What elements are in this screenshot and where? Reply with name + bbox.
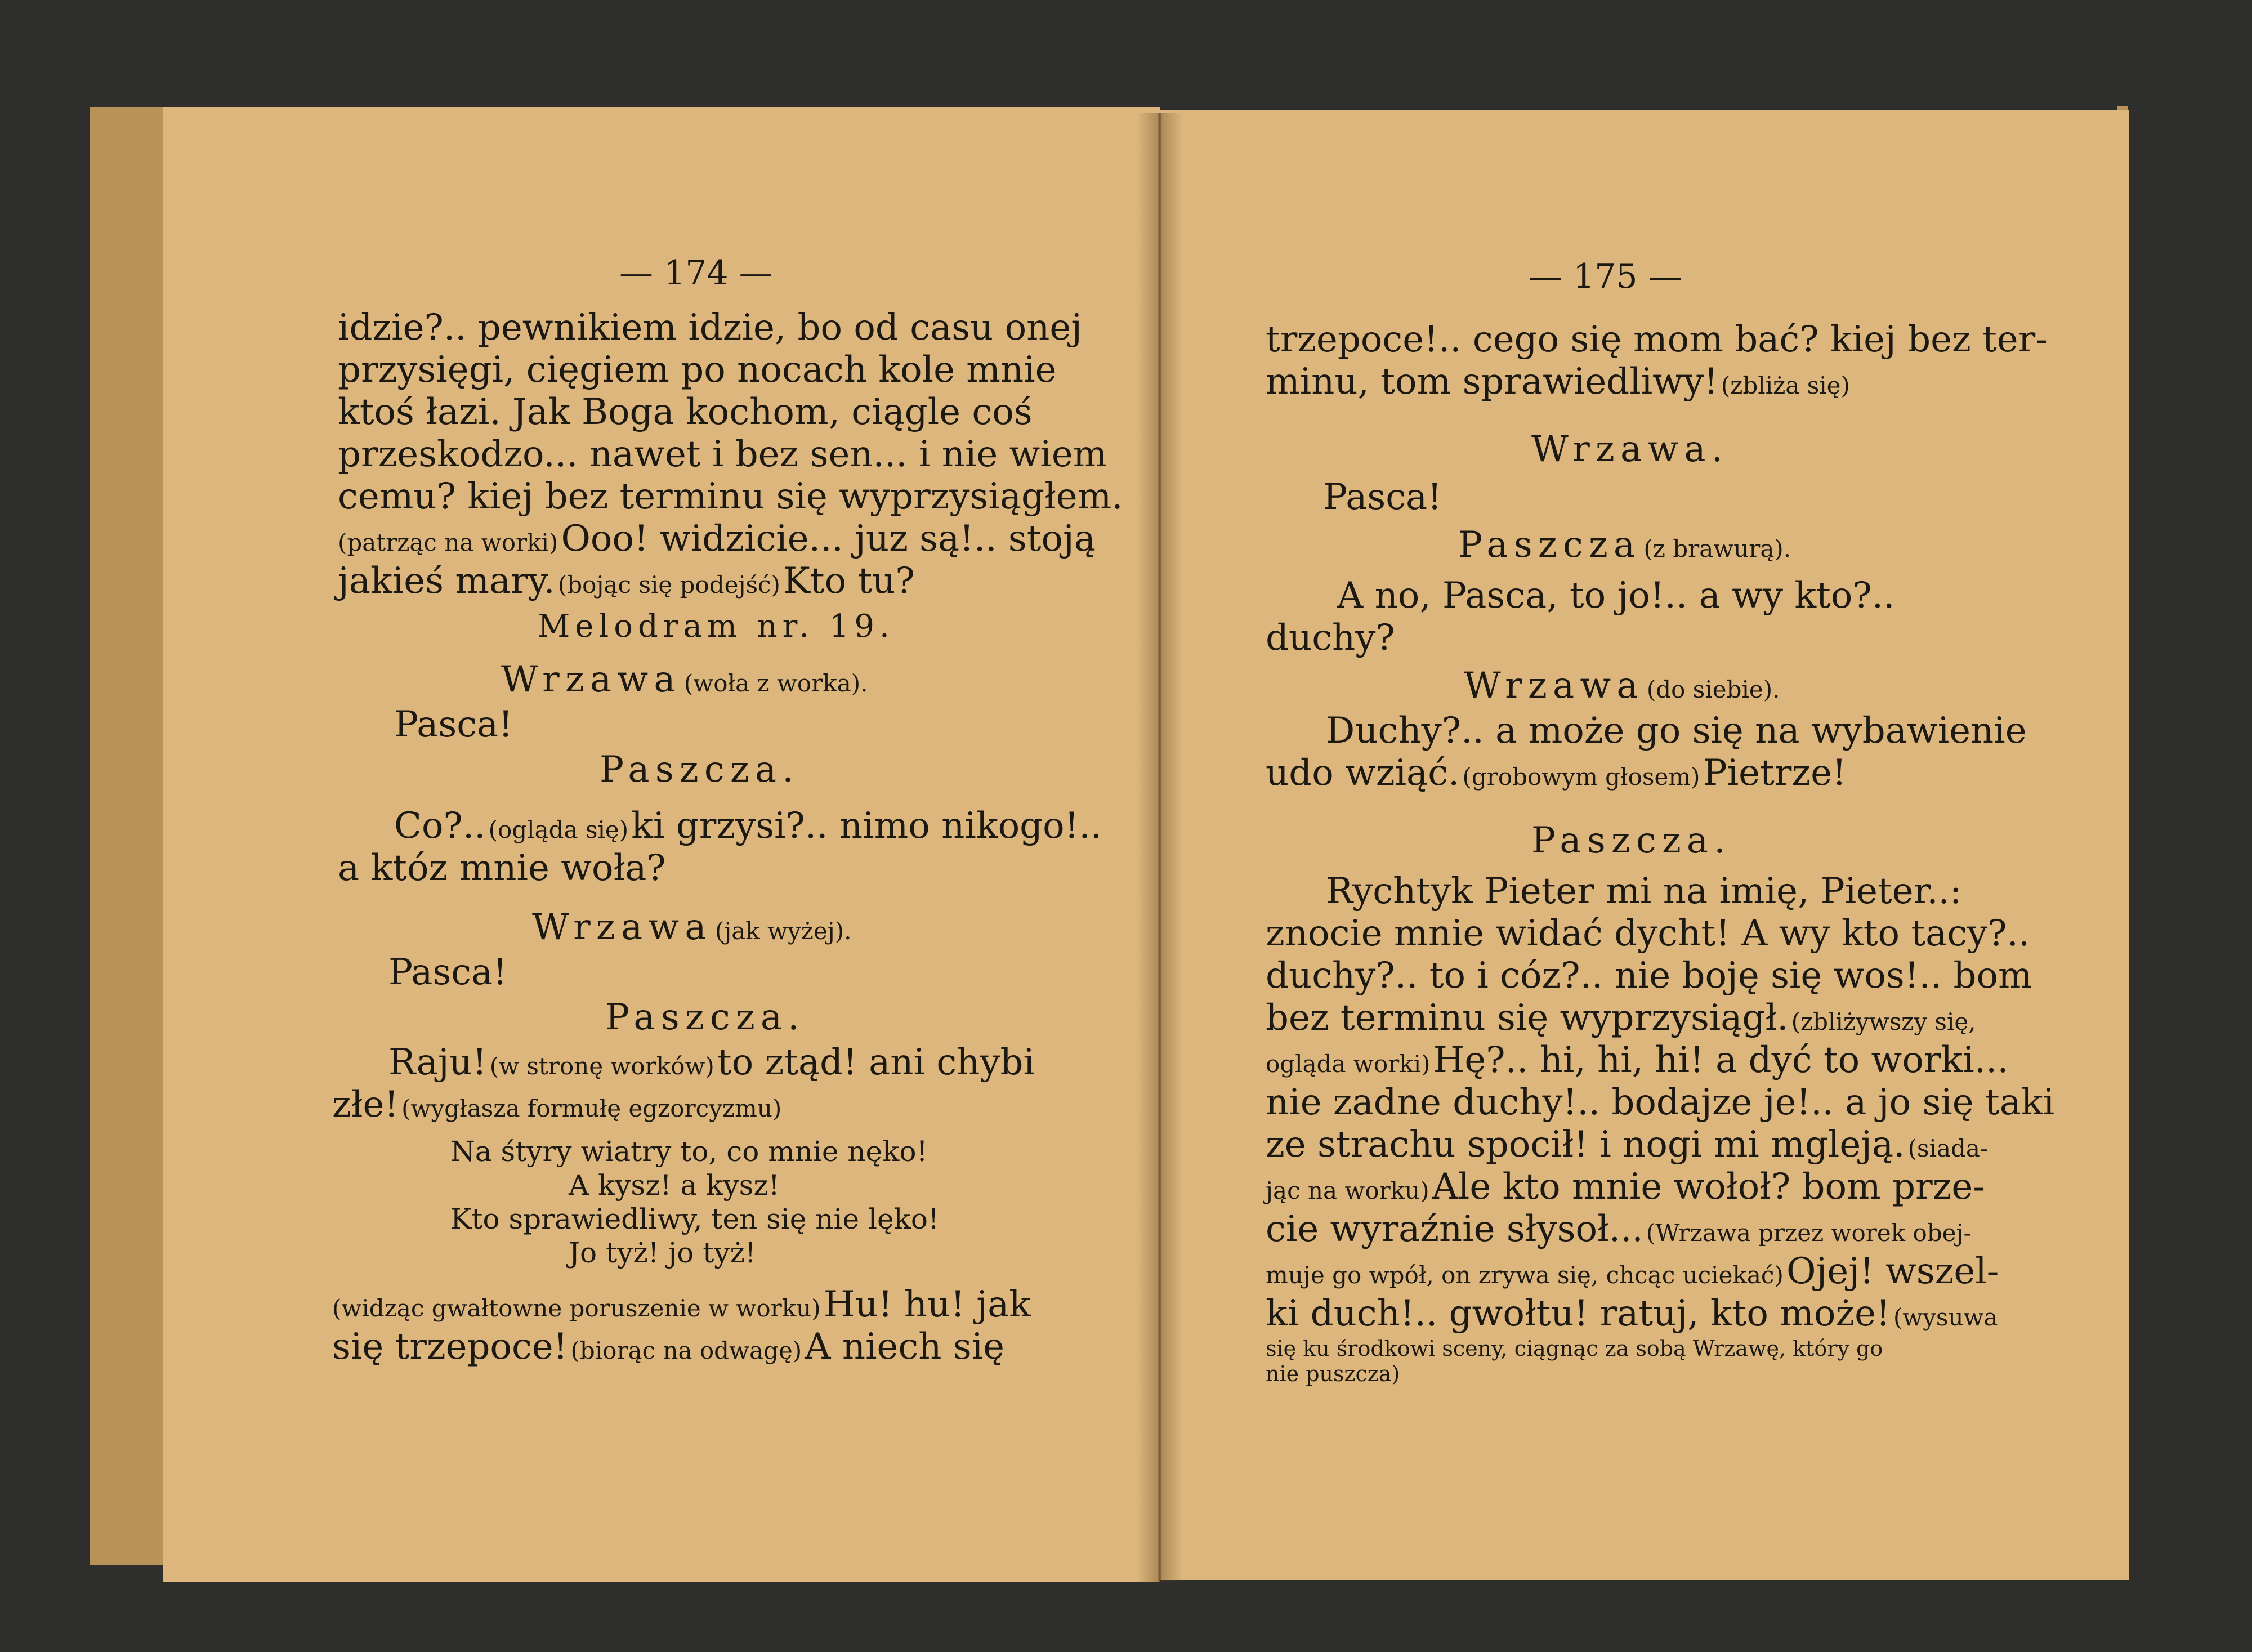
dialogue-text: A niech się — [805, 1326, 1004, 1368]
dialogue-text: to ztąd! ani chybi — [717, 1042, 1035, 1083]
right-page — [1160, 110, 2129, 1580]
dialogue-text: ki duch!.. gwołtu! ratuj, kto może! — [1266, 1293, 1891, 1334]
stage-direction: (patrząc na worki) — [338, 529, 558, 556]
text-line — [332, 1326, 1004, 1368]
text-line: idzie?.. pewnikiem idzie, bo od casu onej — [338, 307, 1083, 349]
dialogue-text: Co?.. — [394, 805, 486, 847]
melodram-heading: Melodram nr. 19. — [538, 608, 895, 645]
dialogue-text: udo wziąć. — [1266, 752, 1460, 794]
text-line: A no, Pasca, to jo!.. a wy kto?.. — [1337, 575, 1895, 617]
text-line — [1266, 361, 1850, 403]
stage-direction: (woła z worka). — [683, 669, 868, 697]
dialogue-text: bez terminu się wyprzysiągł. — [1266, 997, 1789, 1039]
stage-direction: (biorąc na odwagę) — [570, 1337, 802, 1364]
stage-direction: (zbliża się) — [1721, 372, 1850, 399]
page-number-right: — 175 — — [1529, 257, 1682, 296]
stage-direction: (wysuwa — [1893, 1303, 1998, 1331]
text-line — [1266, 1166, 1985, 1208]
speaker-name: Wrzawa. — [1531, 428, 1729, 470]
speaker-line — [501, 659, 868, 700]
text-line — [394, 805, 1102, 847]
dialogue-text: cie wyraźnie słysoł... — [1266, 1208, 1643, 1250]
dialogue-text: Kto tu? — [783, 560, 915, 602]
text-line — [338, 560, 915, 602]
speaker-name: Paszcza. — [1531, 820, 1731, 861]
text-line — [388, 1044, 1035, 1081]
speaker-line — [1464, 665, 1780, 707]
verse-line: Na śtyry wiatry to, co mnie nęko! — [450, 1135, 928, 1168]
speaker-name: Wrzawa — [1464, 665, 1644, 707]
text-line: przeskodzo... nawet i bez sen... i nie wiem — [338, 434, 1107, 475]
text-line — [332, 1084, 782, 1126]
stage-direction: ogląda worki) — [1266, 1050, 1431, 1078]
stage-direction: (siada- — [1907, 1135, 1989, 1162]
text-line — [1266, 1293, 1998, 1334]
stage-direction: (do siebie). — [1646, 676, 1780, 703]
text-line — [1266, 997, 1976, 1039]
speaker-name: Paszcza. — [600, 749, 799, 791]
dialogue-text: Pasca! — [388, 952, 507, 993]
dialogue-text: Ale kto mnie wołoł? bom prze- — [1432, 1166, 1985, 1208]
dialogue-text: ze strachu spocił! i nogi mi mgleją. — [1266, 1124, 1905, 1166]
dialogue-text: się trzepoce! — [332, 1326, 568, 1368]
stage-direction: (w stronę worków) — [489, 1052, 714, 1080]
stage-direction: (zbliżywszy się, — [1791, 1008, 1976, 1035]
dialogue-text: Ojej! wszel- — [1786, 1251, 1999, 1292]
speaker-name: Paszcza — [1458, 524, 1641, 566]
stage-direction: (widząc gwałtowne poruszenie w worku) — [332, 1294, 821, 1322]
stage-direction: (jak wyżej). — [714, 917, 852, 945]
dialogue-text: Raju! — [388, 1042, 487, 1083]
speaker-name: Wrzawa — [532, 907, 712, 948]
speaker-name: Paszcza. — [605, 997, 805, 1038]
text-line — [1266, 1124, 1989, 1166]
stage-direction: (z brawurą). — [1643, 535, 1791, 562]
text-line: ktoś łazi. Jak Boga kochom, ciągle coś — [338, 391, 1033, 433]
stage-direction: (Wrzawa przez worek obej- — [1646, 1219, 1972, 1247]
dialogue-text: złe! — [332, 1084, 399, 1126]
text-line: znocie mnie widać dycht! A wy kto tacy?.. — [1266, 913, 2030, 954]
text-line — [1266, 1251, 1999, 1292]
stage-direction: muje go wpół, on zrywa się, chcąc uciekać) — [1266, 1261, 1784, 1289]
stage-direction: (ogląda się) — [488, 816, 629, 843]
verse-line: A kysz! a kysz! — [569, 1169, 780, 1202]
text-line — [332, 1284, 1031, 1325]
stage-direction: jąc na worku) — [1266, 1177, 1429, 1204]
verse-line: Kto sprawiedliwy, ten się nie lęko! — [450, 1203, 940, 1235]
page-stack-left — [90, 107, 169, 1565]
text-line: Duchy?.. a może go się na wybawienie — [1326, 710, 2027, 752]
dialogue-text: Pasca! — [1323, 476, 1442, 518]
text-line — [1266, 1039, 2009, 1081]
dialogue-text: Ooo! widzicie... juz są!.. stoją — [561, 518, 1096, 560]
dialogue-text: Pietrze! — [1703, 752, 1847, 794]
dialogue-text: minu, tom sprawiedliwy! — [1266, 361, 1718, 403]
text-line — [1266, 752, 1847, 794]
dialogue-text: jakieś mary. — [338, 560, 555, 602]
text-line: Rychtyk Pieter mi na imię, Pieter..: — [1326, 870, 1962, 912]
dialogue-text: Pasca! — [394, 704, 513, 745]
text-line: a któz mnie woła? — [338, 847, 666, 889]
book-gutter — [1137, 113, 1182, 1582]
text-line: duchy?.. to i cóz?.. nie boję się wos!.. bom — [1266, 955, 2032, 997]
stage-direction: się ku środkowi sceny, ciągnąc za sobą Wrzawę, który go — [1266, 1336, 1883, 1361]
dialogue-text: Hu! hu! jak — [823, 1284, 1031, 1325]
text-line: przysięgi, cięgiem po nocach kole mnie — [338, 349, 1057, 391]
text-line: duchy? — [1266, 617, 1395, 659]
speaker-name: Wrzawa — [501, 659, 681, 700]
speaker-line — [1458, 524, 1791, 566]
stage-direction: (grobowym głosem) — [1462, 763, 1700, 791]
stage-direction: nie puszcza) — [1266, 1361, 1400, 1386]
text-line — [338, 518, 1096, 560]
stage-direction: (wygłasza formułę egzorcyzmu) — [401, 1095, 782, 1122]
speaker-line — [532, 907, 852, 948]
stage-direction: (bojąc się podejść) — [557, 571, 780, 599]
verse-line: Jo tyż! jo tyż! — [569, 1236, 756, 1269]
left-page — [163, 107, 1160, 1582]
text-line: cemu? kiej bez terminu się wyprzysiągłem. — [338, 476, 1123, 517]
dialogue-text: Hę?.. hi, hi, hi! a dyć to worki... — [1433, 1039, 2009, 1081]
text-line — [1266, 1208, 1972, 1250]
text-line: nie zadne duchy!.. bodajze je!.. a jo się taki — [1266, 1082, 2055, 1123]
page-number-left: — 174 — — [619, 253, 773, 293]
dialogue-text: ki grzysi?.. nimo nikogo!.. — [631, 805, 1102, 847]
text-line: trzepoce!.. cego się mom bać? kiej bez ter- — [1266, 319, 2048, 360]
